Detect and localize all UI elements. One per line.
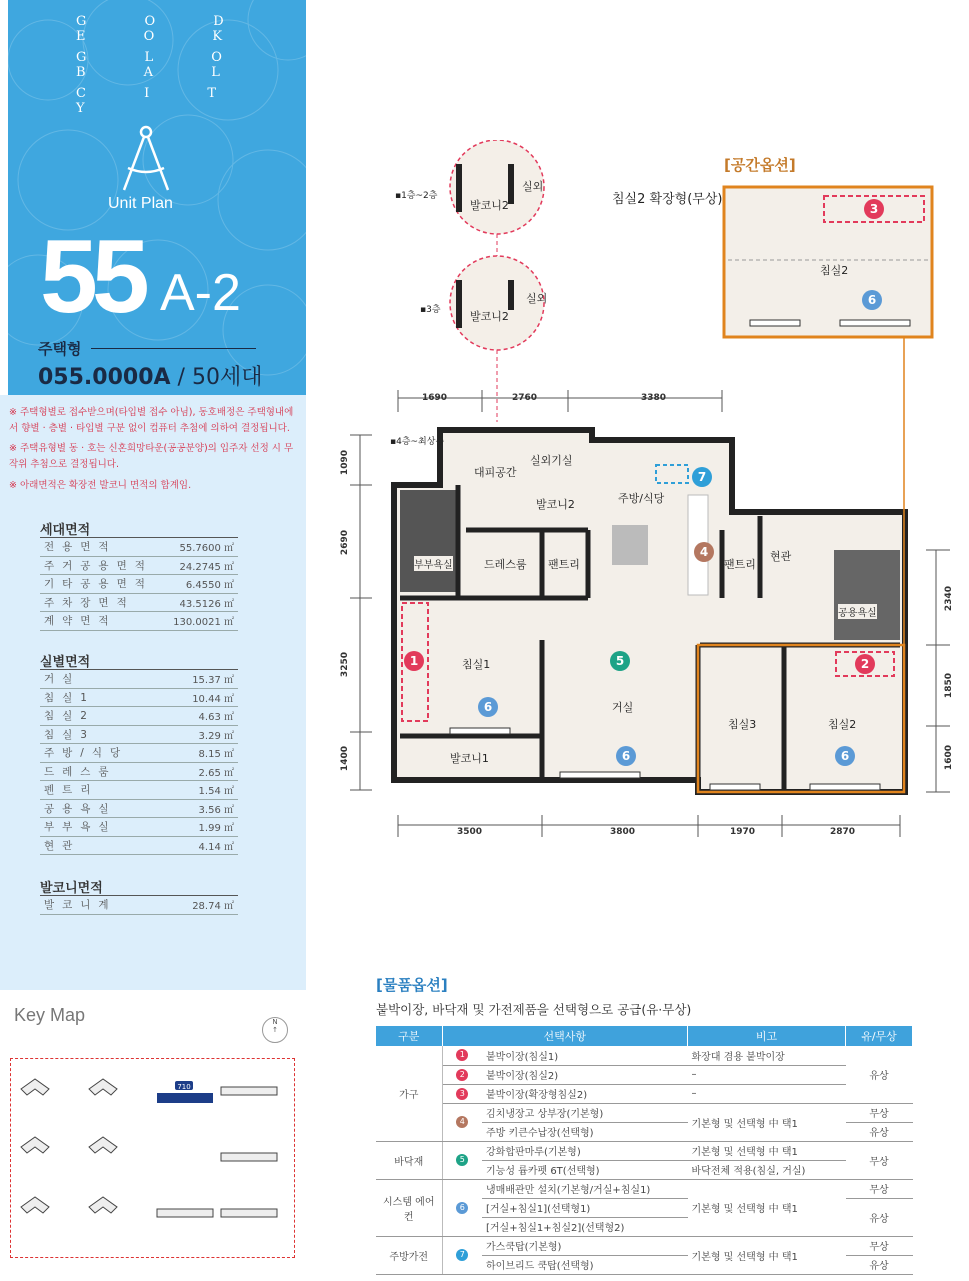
- option-num-badge: 5: [456, 1154, 468, 1166]
- table-row: [40, 781, 238, 800]
- option-badge-6-living: 6: [616, 746, 636, 766]
- option-num-badge: 1: [456, 1049, 468, 1061]
- room-master-bath: 부부욕실: [414, 556, 453, 571]
- item-cell: [거실+침실1+침실2](선택형2): [482, 1217, 688, 1236]
- highlighted-building-number: 710: [177, 1083, 191, 1091]
- row-value: 10.44 ㎡: [192, 693, 234, 705]
- table-row: [40, 594, 238, 613]
- balcony-area-table: [40, 895, 238, 915]
- room-living: 거실: [612, 701, 634, 714]
- dim-right-3: 1600: [944, 745, 954, 771]
- category-furniture: 가구: [376, 1046, 442, 1141]
- option-badge-3: 3: [864, 199, 884, 219]
- type-code-value: 055.0000A: [38, 365, 171, 390]
- household-area-title: 세대면적: [40, 523, 91, 538]
- floor-label-1-2: ▪1층~2층: [395, 191, 438, 201]
- kitchen-island: [612, 525, 648, 565]
- option-badge-4: 4: [694, 542, 714, 562]
- row-value: 24.2745 ㎡: [179, 561, 234, 573]
- dim-left-3: 3250: [340, 652, 350, 678]
- option-badge-6-bed2: 6: [835, 746, 855, 766]
- table-row: [40, 670, 238, 689]
- row-value: 43.5126 ㎡: [179, 598, 234, 610]
- item-cell: 기능성 륨카펫 6T(선택형): [482, 1160, 688, 1179]
- option-badge-7: 7: [692, 467, 712, 487]
- row-label: 공용욕실: [44, 802, 117, 815]
- option-badge-6-option: 6: [862, 290, 882, 310]
- col-header-category: 구분: [376, 1026, 442, 1046]
- option-num-badge: 6: [456, 1202, 468, 1214]
- table-row: [40, 818, 238, 837]
- category-kitchen-appliance: 주방가전: [376, 1236, 442, 1274]
- room-balcony2: 발코니2: [536, 498, 575, 511]
- brand-line-3: C I T Y: [76, 86, 244, 116]
- room-area-table: [40, 669, 238, 855]
- fee-cell: 유상: [846, 1255, 913, 1274]
- item-cell: 가스쿡탑(기본형): [482, 1236, 688, 1255]
- fee-cell: 유상: [846, 1198, 913, 1236]
- note-cell: 화장대 겸용 붙박이장: [688, 1046, 846, 1065]
- row-label: 전용면적: [44, 541, 117, 554]
- row-label: 거실: [44, 673, 81, 686]
- note-2: ※ 주택유형별 동 · 호는 신혼희망타운(공공분양)의 입주자 선정 시 무작위 추첨으로 결정됩니다.: [9, 443, 294, 470]
- dim-bottom-3: 1970: [730, 827, 756, 837]
- option-badge-2: 2: [855, 654, 875, 674]
- note-1: ※ 주택형별로 접수받으며(타입별 접수 아님), 동호배정은 주택형내에서 향별 · 층별 · 타입별 구분 없이 컴퓨터 추첨에 의하여 결정됩니다.: [9, 407, 294, 434]
- item-cell: 붙박이장(침실2): [482, 1065, 688, 1084]
- item-cell: [거실+침실1](선택형1): [482, 1198, 688, 1217]
- table-row: [376, 1236, 913, 1255]
- category-aircon: 시스템 에어컨: [376, 1179, 442, 1236]
- dim-right-1: 2340: [944, 586, 954, 612]
- fee-cell: 무상: [846, 1179, 913, 1198]
- dim-bottom-2: 3800: [610, 827, 636, 837]
- table-row: [40, 800, 238, 819]
- note-cell: –: [688, 1084, 846, 1103]
- option-num-badge: 4: [456, 1116, 468, 1128]
- item-cell: 붙박이장(침실1): [482, 1046, 688, 1065]
- balcony-area-title: 발코니면적: [40, 881, 103, 896]
- compass-icon: [118, 122, 174, 194]
- fee-cell: 무상: [846, 1236, 913, 1255]
- col-header-fee: 유/무상: [846, 1026, 913, 1046]
- fee-cell: 유상: [846, 1046, 913, 1103]
- common-bath-area: [834, 550, 900, 640]
- row-label: 기타공용면적: [44, 578, 153, 591]
- highlighted-building: [157, 1093, 213, 1103]
- room-refuge: 대피공간: [474, 466, 517, 479]
- dim-left-4: 1400: [340, 746, 350, 772]
- row-value: 2.65 ㎡: [198, 767, 234, 779]
- row-value: 8.15 ㎡: [198, 749, 234, 761]
- fee-cell: 무상: [846, 1141, 913, 1179]
- row-label: 현관: [44, 839, 81, 852]
- household-count: / 50세대: [170, 365, 263, 390]
- row-value: 130.0021 ㎡: [173, 617, 234, 629]
- room-outdoor-unit: 실외기실: [530, 454, 573, 467]
- room-balcony1: 발코니1: [450, 752, 489, 765]
- room-balcony2-1f: 발코니2: [470, 199, 509, 212]
- option-badge-6-bed1: 6: [478, 697, 498, 717]
- dim-top-1: 1690: [422, 393, 448, 403]
- option-badge-5: 5: [610, 651, 630, 671]
- goods-option-table: [376, 1026, 913, 1275]
- num-cell: [442, 1065, 482, 1084]
- num-cell: [442, 1179, 482, 1236]
- room-outdoor-1f: 실외: [522, 180, 544, 193]
- keymap-title: Key Map: [14, 1005, 86, 1025]
- row-value: 6.4550 ㎡: [185, 580, 234, 592]
- note-cell: 기본형 및 선택형 中 택1: [688, 1103, 846, 1141]
- table-header-row: [376, 1026, 913, 1046]
- dim-right-2: 1850: [944, 673, 954, 699]
- row-value: 28.74 ㎡: [192, 901, 234, 913]
- col-header-option: 선택사항: [442, 1026, 688, 1046]
- option-badge-1: 1: [404, 651, 424, 671]
- num-cell: [442, 1103, 482, 1141]
- dim-left-2: 2690: [340, 530, 350, 556]
- num-cell: [442, 1046, 482, 1065]
- table-row: [40, 726, 238, 745]
- unit-size-number: 55: [40, 219, 144, 335]
- note-3: ※ 아래면적은 확장전 발코니 면적의 합계임.: [9, 480, 192, 491]
- room-bed3: 침실3: [728, 718, 757, 731]
- table-row: [40, 612, 238, 631]
- table-row: [40, 575, 238, 594]
- room-dressroom: 드레스룸: [484, 558, 527, 571]
- row-value: 4.63 ㎡: [198, 712, 234, 724]
- type-divider: [91, 348, 256, 349]
- table-row: [40, 763, 238, 782]
- row-value: 4.14 ㎡: [198, 841, 234, 853]
- north-label: N: [272, 1018, 278, 1026]
- table-row: [376, 1046, 913, 1065]
- row-value: 1.54 ㎡: [198, 786, 234, 798]
- room-pantry-1: 팬트리: [548, 558, 580, 571]
- note-cell: 바닥전체 적용(침실, 거실): [688, 1160, 846, 1179]
- table-row: [40, 557, 238, 576]
- fee-cell: 유상: [846, 1122, 913, 1141]
- row-value: 3.56 ㎡: [198, 804, 234, 816]
- table-row: [376, 1103, 913, 1122]
- row-label: 펜트리: [44, 784, 99, 797]
- option-num-badge: 3: [456, 1088, 468, 1100]
- row-label: 주거공용면적: [44, 559, 153, 572]
- room-area-title: 실별면적: [40, 655, 91, 670]
- row-label: 주방/식당: [44, 747, 129, 760]
- north-arrow-icon: N ↑: [262, 1017, 288, 1043]
- item-cell: 강화합판마루(기본형): [482, 1141, 688, 1160]
- space-option-title: [공간옵션]: [724, 156, 796, 174]
- table-row: [40, 689, 238, 708]
- master-bath-area: [400, 490, 458, 592]
- unit-type-suffix: A-2: [160, 264, 241, 322]
- table-row: [376, 1141, 913, 1160]
- note-cell: 기본형 및 선택형 中 택1: [688, 1179, 846, 1236]
- site-buildings: [11, 1059, 294, 1257]
- goods-option-title: [물품옵션]: [376, 976, 448, 994]
- room-pantry-2: 팬트리: [724, 558, 756, 571]
- housing-type-code: [38, 360, 262, 391]
- row-value: 1.99 ㎡: [198, 823, 234, 835]
- site-key-map: [10, 1058, 295, 1258]
- floor-label-3: ▪3층: [420, 305, 441, 315]
- space-option-desc: 침실2 확장형(무상): [612, 192, 723, 207]
- num-cell: [442, 1084, 482, 1103]
- room-balcony2-3f: 발코니2: [470, 310, 509, 323]
- note-cell: 기본형 및 선택형 中 택1: [688, 1236, 846, 1274]
- dim-top-2: 2760: [512, 393, 538, 403]
- table-row: [376, 1084, 913, 1103]
- dim-left-1: 1090: [340, 450, 350, 476]
- row-value: 55.7600 ㎡: [179, 543, 234, 555]
- table-row: [40, 896, 238, 915]
- unit-plan-label: Unit Plan: [108, 195, 173, 212]
- room-bed2-option: 침실2: [820, 264, 849, 277]
- item-cell: 냉매배관만 설치(기본형/거실+침실1): [482, 1179, 688, 1198]
- housing-type-label: 주택형: [38, 340, 82, 358]
- table-row: [376, 1179, 913, 1198]
- floor-label-4-top: ▪4층~최상층: [390, 437, 445, 447]
- row-label: 침실2: [44, 710, 95, 723]
- dim-bottom-4: 2870: [830, 827, 856, 837]
- room-bed2: 침실2: [828, 718, 857, 731]
- item-cell: 김치냉장고 상부장(기본형): [482, 1103, 688, 1122]
- room-bed1: 침실1: [462, 658, 491, 671]
- table-row: [376, 1065, 913, 1084]
- room-entrance: 현관: [770, 550, 792, 563]
- household-area-table: [40, 537, 238, 631]
- row-value: 3.29 ㎡: [198, 730, 234, 742]
- goods-option-subtitle: 붙박이장, 바닥재 및 가전제품을 선택형으로 공급(유·무상): [376, 1002, 692, 1017]
- brand-line-1: G O D E O K: [76, 14, 251, 44]
- row-value: 15.37 ㎡: [192, 675, 234, 687]
- row-label: 드레스룸: [44, 765, 117, 778]
- col-header-note: 비고: [688, 1026, 846, 1046]
- fee-cell: 무상: [846, 1103, 913, 1122]
- row-label: 발코니계: [44, 899, 117, 912]
- room-outdoor-3f: 실외: [526, 292, 548, 305]
- area-info-panel: [0, 395, 306, 990]
- row-label: 계약면적: [44, 615, 117, 628]
- room-kitchen: 주방/식당: [618, 492, 665, 505]
- item-cell: 붙박이장(확장형침실2): [482, 1084, 688, 1103]
- category-flooring: 바닥재: [376, 1141, 442, 1179]
- row-label: 부부욕실: [44, 821, 117, 834]
- table-row: [40, 744, 238, 763]
- num-cell: [442, 1236, 482, 1274]
- row-label: 침실1: [44, 691, 95, 704]
- note-cell: 기본형 및 선택형 中 택1: [688, 1141, 846, 1160]
- item-cell: 주방 키큰수납장(선택형): [482, 1122, 688, 1141]
- dim-bottom-1: 3500: [457, 827, 483, 837]
- floor-plan: [330, 140, 960, 864]
- brand-line-2: G L O B A L: [76, 50, 249, 80]
- row-label: 주차장면적: [44, 596, 135, 609]
- option-num-badge: 7: [456, 1249, 468, 1261]
- option-num-badge: 2: [456, 1069, 468, 1081]
- num-cell: [442, 1141, 482, 1179]
- dim-top-3: 3380: [641, 393, 667, 403]
- table-row: [40, 538, 238, 557]
- room-common-bath: 공용욕실: [838, 604, 877, 619]
- row-label: 침실3: [44, 728, 95, 741]
- item-cell: 하이브리드 쿡탑(선택형): [482, 1255, 688, 1274]
- unit-header-panel: [8, 0, 306, 395]
- note-cell: –: [688, 1065, 846, 1084]
- table-row: [40, 837, 238, 856]
- table-row: [40, 707, 238, 726]
